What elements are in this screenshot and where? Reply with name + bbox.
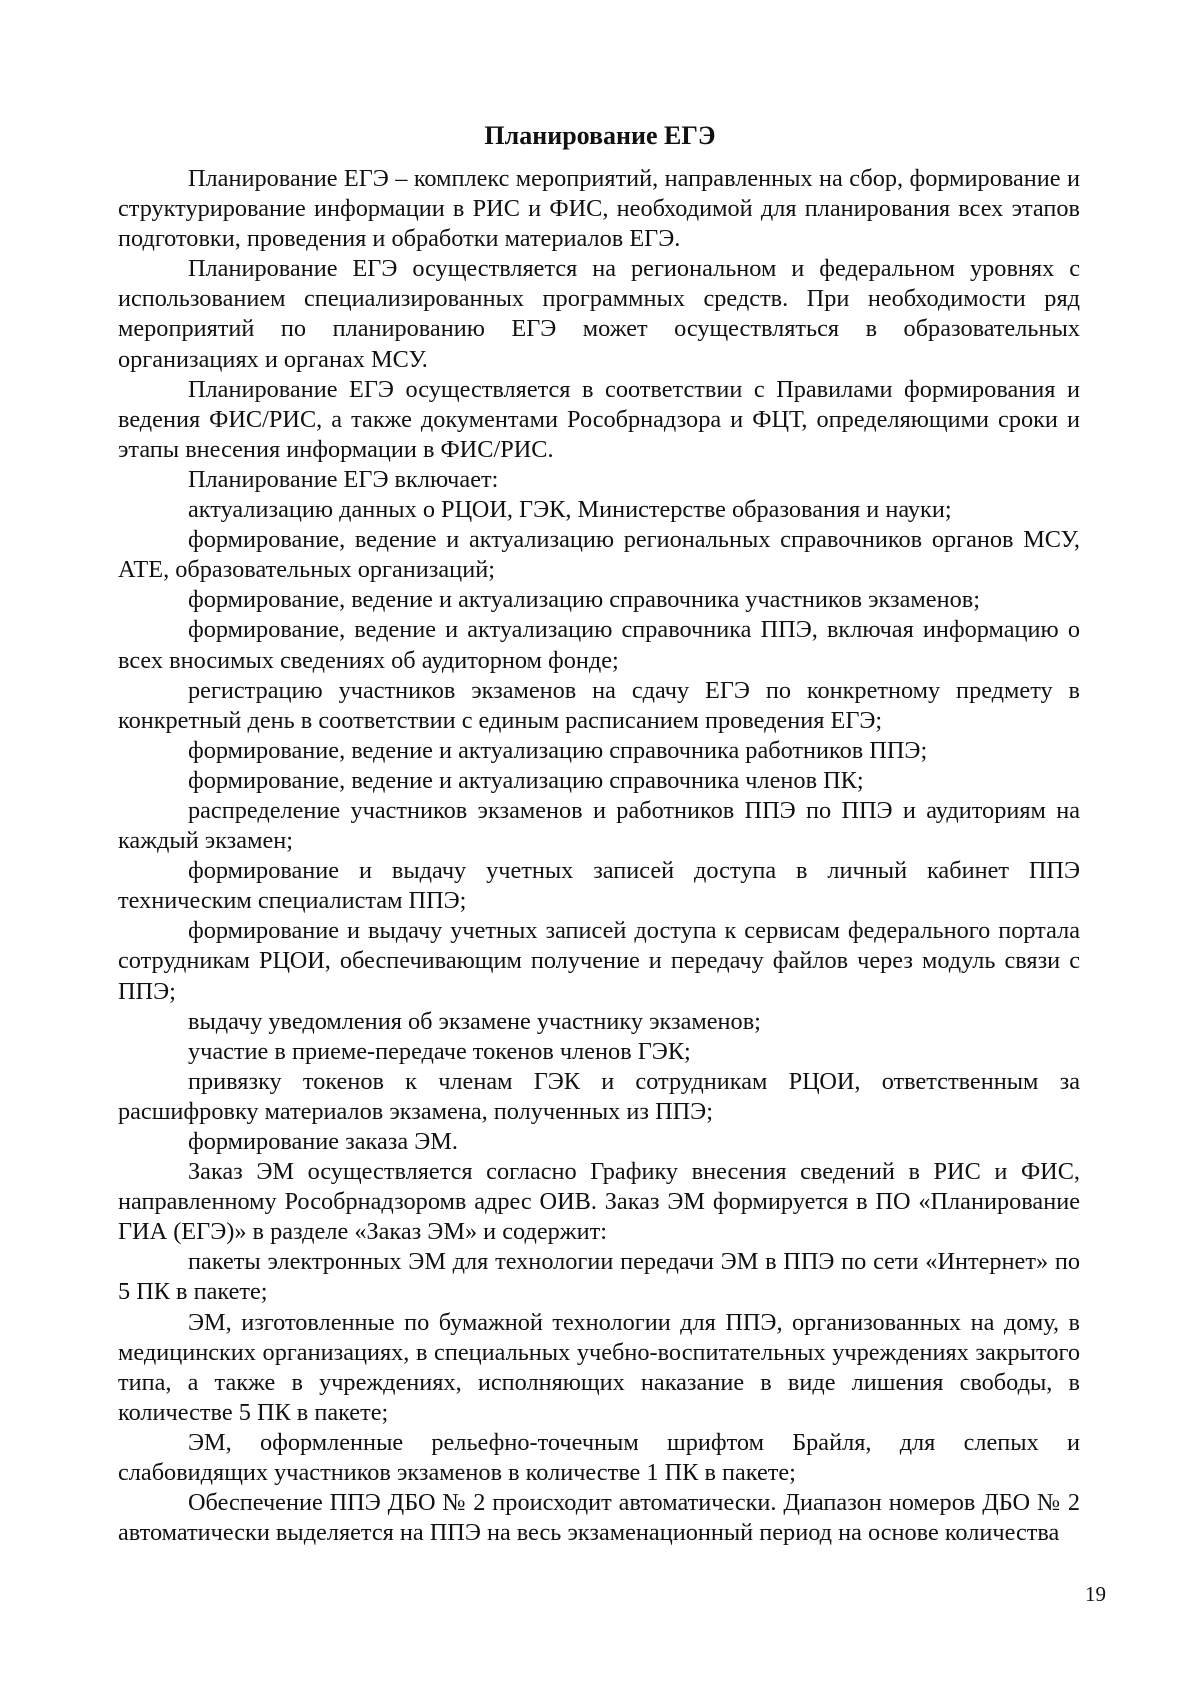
list-item-token-binding: привязку токенов к членам ГЭК и сотрудникам РЦОИ, ответственным за расшифровку материалов экзамена, полученных из ППЭ; <box>118 1067 1080 1125</box>
list-item-ppe-staff-directory: формирование, ведение и актуализацию справочника работников ППЭ; <box>188 736 928 764</box>
list-item-distribution: распределение участников экзаменов и работников ППЭ по ППЭ и аудиториям на каждый экзамен; <box>118 796 1080 855</box>
list-item-ppe-directory: формирование, ведение и актуализацию справочника ППЭ, включая информацию о всех вносимых сведениях об аудиторном фонде; <box>118 616 1080 674</box>
page-number: 19 <box>1085 1582 1106 1606</box>
paragraph-levels: Планирование ЕГЭ осуществляется на региональном и федеральном уровнях с использованием специализированных программных средств. При необходимости ряд мероприятий по планированию ЕГЭ может осуществляться в образовательных организациях и органах МСУ. <box>118 255 1080 373</box>
list-item-pk-members-directory: формирование, ведение и актуализацию справочника членов ПК; <box>188 766 864 794</box>
list-item-portal-accounts: формирование и выдачу учетных записей доступа к сервисам федерального портала сотрудникам РЦОИ, обеспечивающим получение и передачу файлов через модуль связи с ППЭ; <box>118 917 1080 1005</box>
list-item-paper-em: ЭМ, изготовленные по бумажной технологии для ППЭ, организованных на дому, в медицинских организациях, в специальных учебно-воспитательных учреждениях закрытого типа, а также в учреждениях, исполняющих наказание в виде лишения свободы, в количестве 5 ПК в пакете; <box>118 1308 1080 1426</box>
list-item-data-update: актуализацию данных о РЦОИ, ГЭК, Министерстве образования и науки; <box>188 496 952 524</box>
paragraph-includes-intro: Планирование ЕГЭ включает: <box>188 465 499 493</box>
document-body <box>118 164 1080 1548</box>
paragraph-rules: Планирование ЕГЭ осуществляется в соответствии с Правилами формирования и ведения ФИС/РИС, а также документами Рособрнадзора и ФЦТ, определяющими сроки и этапы внесения информации в ФИС/РИС. <box>118 375 1080 463</box>
paragraph-definition: Планирование ЕГЭ – комплекс мероприятий, направленных на сбор, формирование и структурирование информации в РИС и ФИС, необходимой для планирования всех этапов подготовки, проведения и обработки материалов ЕГЭ. <box>118 165 1080 253</box>
list-item-electronic-packages: пакеты электронных ЭМ для технологии передачи ЭМ в ППЭ по сети «Интернет» по 5 ПК в пакете; <box>118 1248 1080 1306</box>
list-item-notification: выдачу уведомления об экзамене участнику экзаменов; <box>188 1007 761 1035</box>
list-item-registration: регистрацию участников экзаменов на сдачу ЕГЭ по конкретному предмету в конкретный день в соответствии с единым расписанием проведения ЕГЭ; <box>118 676 1080 734</box>
list-item-participants-directory: формирование, ведение и актуализацию справочника участников экзаменов; <box>188 586 980 614</box>
list-item-ppe-accounts: формирование и выдачу учетных записей доступа в личный кабинет ППЭ техническим специалистам ППЭ; <box>118 857 1080 915</box>
list-item-braille-em: ЭМ, оформленные рельефно-точечным шрифтом Брайля, для слепых и слабовидящих участников экзаменов в количестве 1 ПК в пакете; <box>118 1428 1080 1487</box>
list-item-em-order: формирование заказа ЭМ. <box>188 1128 458 1155</box>
paragraph-dbo-supply: Обеспечение ППЭ ДБО № 2 происходит автоматически. Диапазон номеров ДБО № 2 автоматически выделяется на ППЭ на весь экзаменационный период на основе количества <box>118 1489 1080 1547</box>
page-title: Планирование ЕГЭ <box>484 121 716 150</box>
list-item-regional-directories: формирование, ведение и актуализацию региональных справочников органов МСУ, АТЕ, образовательных организаций; <box>118 526 1080 584</box>
list-item-token-transfer: участие в приеме-передаче токенов членов ГЭК; <box>188 1037 691 1065</box>
paragraph-em-order: Заказ ЭМ осуществляется согласно Графику внесения сведений в РИС и ФИС, направленному Рособрнадзоромв адрес ОИВ. Заказ ЭМ формируется в ПО «Планирование ГИА (ЕГЭ)» в разделе «Заказ ЭМ» и содержит: <box>118 1158 1080 1246</box>
